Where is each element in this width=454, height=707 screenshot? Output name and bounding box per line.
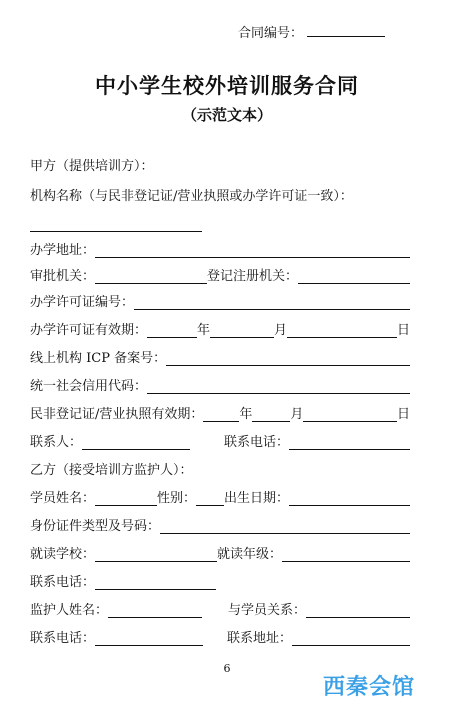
- permit-no-blank[interactable]: [134, 295, 410, 310]
- license-month-label: 月: [290, 407, 304, 422]
- student-row: [30, 488, 410, 506]
- school-blank[interactable]: [95, 547, 217, 562]
- approval-blank[interactable]: [95, 269, 207, 284]
- license-day-blank[interactable]: [303, 407, 397, 422]
- id-type-blank[interactable]: [160, 519, 410, 534]
- party-a-heading: 甲方（提供培训方）：: [30, 159, 154, 174]
- permit-valid-row: [30, 320, 410, 338]
- license-year-label: 年: [239, 407, 253, 422]
- icp-row: [30, 348, 410, 366]
- phone-blank[interactable]: [289, 435, 410, 450]
- party-b-heading: 乙方（接受培训方监护人）：: [30, 463, 193, 478]
- grade-blank[interactable]: [282, 547, 410, 562]
- guardian-contact-row: [30, 628, 410, 646]
- icp-blank[interactable]: [166, 351, 410, 366]
- grade-label: 就读年级：: [217, 547, 283, 562]
- student-name-blank[interactable]: [95, 491, 157, 506]
- credit-code-label: 统一社会信用代码：: [30, 379, 148, 394]
- permit-month-blank[interactable]: [210, 323, 274, 338]
- contact-row: [30, 432, 410, 450]
- birth-blank[interactable]: [289, 491, 410, 506]
- page-number: 6: [223, 662, 231, 675]
- license-valid-row: [30, 404, 410, 422]
- gender-blank[interactable]: [196, 491, 224, 506]
- guardian-phone-label: 联系电话：: [30, 631, 96, 646]
- registration-label: 登记注册机关：: [207, 269, 299, 284]
- guardian-address-blank[interactable]: [292, 631, 410, 646]
- contract-number-blank[interactable]: [307, 24, 385, 37]
- org-name-blank-row: [30, 214, 202, 232]
- guardian-address-label: 联系地址：: [227, 631, 293, 646]
- document-subtitle: （示范文本）: [181, 106, 272, 124]
- guardian-phone-blank[interactable]: [95, 631, 203, 646]
- license-day-label: 日: [396, 407, 410, 422]
- contract-number-row: [238, 22, 385, 41]
- id-type-label: 身份证件类型及号码：: [30, 519, 161, 534]
- permit-no-label: 办学许可证编号：: [30, 295, 135, 310]
- icp-label: 线上机构 ICP 备案号：: [30, 351, 167, 366]
- org-name-row: [30, 186, 410, 204]
- phone-label: 联系电话：: [224, 435, 290, 450]
- party-a-heading-row: [30, 156, 410, 174]
- student-name-label: 学员姓名：: [30, 491, 96, 506]
- address-blank[interactable]: [95, 243, 410, 258]
- birth-label: 出生日期：: [224, 491, 290, 506]
- student-phone-row: [30, 572, 216, 590]
- school-row: [30, 544, 410, 562]
- approval-row: [30, 266, 410, 284]
- id-row: [30, 516, 410, 534]
- permit-day-blank[interactable]: [287, 323, 397, 338]
- credit-code-blank[interactable]: [147, 379, 410, 394]
- approval-label: 审批机关：: [30, 269, 96, 284]
- contact-label: 联系人：: [30, 435, 83, 450]
- guardian-name-label: 监护人姓名：: [30, 603, 109, 618]
- permit-year-blank[interactable]: [147, 323, 197, 338]
- guardian-row: [30, 600, 410, 618]
- school-label: 就读学校：: [30, 547, 96, 562]
- permit-no-row: [30, 292, 410, 310]
- license-valid-label: 民非登记证/营业执照有效期：: [30, 407, 204, 422]
- permit-year-label: 年: [197, 323, 211, 338]
- party-b-heading-row: [30, 460, 410, 478]
- license-month-blank[interactable]: [252, 407, 290, 422]
- contract-number-label: 合同编号：: [238, 26, 304, 41]
- permit-valid-label: 办学许可证有效期：: [30, 323, 148, 338]
- org-name-label: 机构名称（与民非登记证/营业执照或办学许可证一致）：: [30, 189, 353, 204]
- relation-blank[interactable]: [306, 603, 410, 618]
- credit-code-row: [30, 376, 410, 394]
- student-phone-blank[interactable]: [95, 575, 216, 590]
- permit-day-label: 日: [396, 323, 410, 338]
- relation-label: 与学员关系：: [228, 603, 307, 618]
- org-name-blank[interactable]: [30, 217, 202, 232]
- watermark-logo: 西秦会馆: [323, 675, 416, 700]
- address-label: 办学地址：: [30, 243, 96, 258]
- registration-blank[interactable]: [298, 269, 410, 284]
- contact-blank[interactable]: [82, 435, 190, 450]
- address-row: [30, 240, 410, 258]
- permit-month-label: 月: [274, 323, 288, 338]
- gender-label: 性别：: [157, 491, 197, 506]
- document-title: 中小学生校外培训服务合同: [95, 74, 359, 98]
- student-phone-label: 联系电话：: [30, 575, 96, 590]
- guardian-name-blank[interactable]: [108, 603, 202, 618]
- license-year-blank[interactable]: [203, 407, 239, 422]
